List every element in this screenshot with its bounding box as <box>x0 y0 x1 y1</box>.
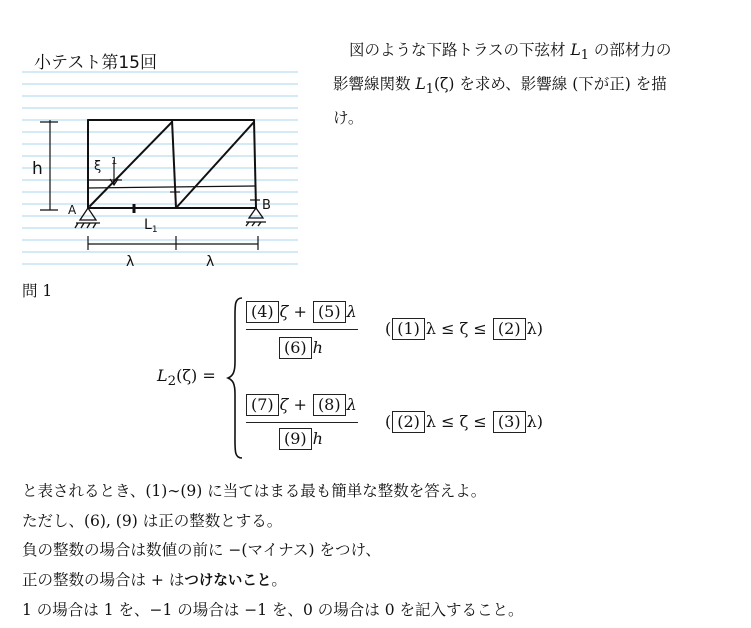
label-span-1: λ <box>126 254 135 268</box>
label-h: h <box>32 159 43 179</box>
piecewise-brace <box>226 296 246 460</box>
middle-vertical <box>172 120 176 208</box>
answer-box-5[interactable]: (5) <box>313 301 346 323</box>
instruction-line-4: 正の整数の場合は + はつけないこと。 <box>22 570 287 589</box>
label-xi: ξ <box>94 159 102 174</box>
emphasis-text: つけないこと <box>184 572 272 589</box>
truss-sketch <box>22 42 298 268</box>
sketch-title: 小テスト第15回 <box>34 53 157 73</box>
problem-line-2: 影響線関数 $L_1(\zeta)$ を求め、影響線 (下が正) を描 <box>333 75 667 98</box>
question-label: 問 1 <box>22 282 53 300</box>
case2-denominator: (9) h <box>278 428 323 450</box>
label-span-2: λ <box>206 254 215 268</box>
case2-numerator: (7) ζ + (8) λ <box>245 394 357 416</box>
notebook-lines <box>22 72 298 264</box>
instruction-line-5: 1 の場合は 1 を、−1 の場合は −1 を、0 の場合は 0 を記入すること。 <box>22 601 524 619</box>
right-vertical <box>254 120 256 208</box>
label-member-l1: $L_1$ <box>144 217 158 235</box>
left-diagonal <box>90 122 172 206</box>
support-a <box>75 208 100 228</box>
answer-box-3[interactable]: (3) <box>493 411 526 433</box>
instruction-line-1: と表されるとき、(1)∼(9) に当てはまる最も簡単な整数を答えよ。 <box>22 482 487 500</box>
answer-box-7[interactable]: (7) <box>246 394 279 416</box>
instruction-line-3: 負の整数の場合は数値の前に −(マイナス) をつけ、 <box>22 541 381 559</box>
label-b: B <box>262 198 271 213</box>
case1-numerator: (4) ζ + (5) λ <box>245 301 357 323</box>
answer-box-1[interactable]: (1) <box>392 318 425 340</box>
problem-line-1: 図のような下路トラスの下弦材 $L_1$ の部材力の <box>349 41 672 64</box>
case1-denominator: (6) h <box>278 337 323 359</box>
answer-box-4[interactable]: (4) <box>246 301 279 323</box>
case2-fraction-bar <box>246 422 358 423</box>
answer-box-6[interactable]: (6) <box>279 337 312 359</box>
function-lhs: $L_2(\zeta)$ = <box>157 366 216 390</box>
label-load-one: 1 <box>111 156 118 167</box>
instructions <box>22 477 742 626</box>
answer-box-9[interactable]: (9) <box>279 428 312 450</box>
case1-condition: ( (1) λ ≤ ζ ≤ (2) λ) <box>385 319 543 338</box>
answer-box-2[interactable]: (2) <box>493 318 526 340</box>
problem-line-3: け。 <box>333 109 364 128</box>
label-a: A <box>68 203 77 217</box>
answer-box-2b[interactable]: (2) <box>392 411 425 433</box>
load-path-line <box>88 186 256 188</box>
instruction-line-2: ただし、(6), (9) は正の整数とする。 <box>22 511 283 530</box>
case1-fraction-bar <box>246 329 358 330</box>
case2-condition: ( (2) λ ≤ ζ ≤ (3) λ) <box>385 412 543 431</box>
right-diagonal <box>176 122 254 208</box>
answer-box-8[interactable]: (8) <box>313 394 346 416</box>
problem-statement <box>333 36 729 133</box>
